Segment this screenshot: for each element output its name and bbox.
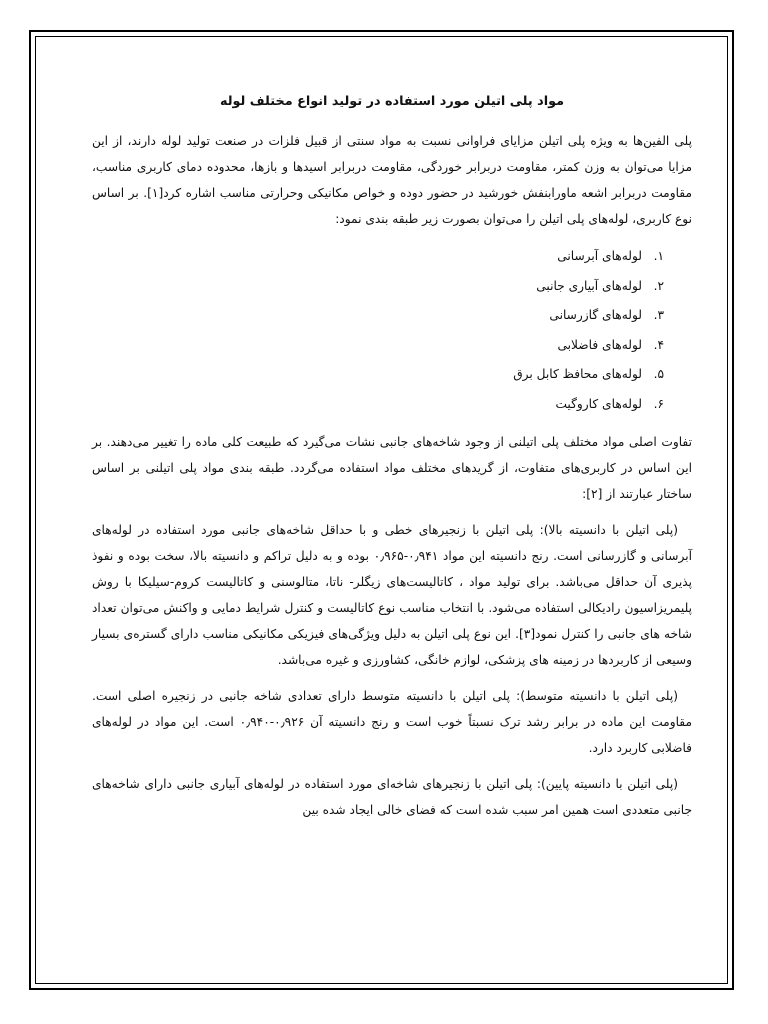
- list-item: [92, 272, 664, 302]
- list-number: ۱.: [653, 249, 664, 263]
- document-title: مواد پلی اتیلن مورد استفاده در تولید انواع مختلف لوله: [219, 94, 565, 109]
- list-item-text: لوله‌های گازرسانی: [549, 308, 642, 322]
- branching-paragraph: تفاوت اصلی مواد مختلف پلی اتیلنی از وجود شاخه‌های جانبی نشات می‌گیرد که طبیعت کلی ماده را تغییر می‌دهند. بر این اساس در کاربری‌های متفاوت، از گریدهای مختلف مواد استفاده می‌گردد. طبقه بندی مواد پلی اتیلنی بر اساس ساختار عبارتند از [۲]:: [92, 435, 692, 501]
- list-item-text: لوله‌های کاروگیت: [555, 396, 642, 411]
- list-item-text: لوله‌های آبیاری جانبی: [536, 278, 642, 293]
- list-number: ۵.: [653, 367, 664, 381]
- intro-paragraph: پلی الفین‌ها به ویژه پلی اتیلن مزایای فراوانی نسبت به مواد سنتی از قبیل فلزات در صنعت تولید لوله دارند، از این مزایا می‌توان به وزن کمتر، مقاومت دربرابر خوردگی، مقاومت دربرابر اسیدها و بازها، محدوده دمای کاربری مناسب، مقاومت دربرابر اشعه ماورابنفش خورشید در حضور دوده و خواص مکانیکی وحرارتی مناسب اشاره کرد[۱]. بر اساس نوع کاربری، لوله‌های پلی اتیلن را می‌توان بصورت زیر طبقه بندی نمود:: [92, 134, 692, 226]
- list-item-text: لوله‌های آبرسانی: [557, 249, 642, 263]
- mdpe-paragraph: (پلی اتیلن با دانسیته متوسط): پلی اتیلن با دانسیته متوسط دارای تعدادی شاخه جانبی در زنجیره اصلی است. مقاومت این ماده در برابر رشد ترک نسبتاً خوب است و رنج دانسیته آن ۰٫۹۲۶-۰٫۹۴۰ است. این مواد در لوله‌های فاضلابی کاربرد دارد.: [92, 689, 692, 755]
- list-item-text: لوله‌های فاضلابی: [557, 337, 642, 352]
- document-body: [92, 90, 692, 833]
- list-item-text: لوله‌های محافظ کابل برق: [513, 367, 642, 381]
- list-number: ۳.: [653, 308, 664, 322]
- list-item: [92, 360, 664, 390]
- list-item: [92, 331, 664, 361]
- list-item: [92, 301, 664, 331]
- list-number: ۲.: [653, 278, 664, 293]
- ldpe-paragraph: (پلی اتیلن با دانسیته پایین): پلی اتیلن با زنجیرهای شاخه‌ای مورد استفاده در لوله‌های آبیاری جانبی دارای شاخه‌های جانبی متعددی است همین امر سبب شده است که فضای خالی ایجاد شده بین: [92, 777, 692, 817]
- list-number: ۶.: [653, 396, 664, 411]
- hdpe-paragraph: (پلی اتیلن با دانسیته بالا): پلی اتیلن با زنجیرهای خطی و با حداقل شاخه‌های جانبی مورد استفاده در لوله‌های آبرسانی و گازرسانی است. رنج دانسیته این مواد ۰٫۹۴۱-۰٫۹۶۵ بوده و به دلیل تراکم و دانسیته بالا، سخت بوده و نفوذ پذیری آن حداقل می‌باشد. برای تولید مواد ، کاتالیست‌های زیگلر- ناتا، متالوسنی و کاتالیست کروم-سیلیکا با روش پلیمریزاسیون رادیکالی استفاده می‌شود. با انتخاب مناسب نوع کاتالیست و کنترل شرایط دمایی و واکنش می‌توان تعداد شاخه های جانبی را کنترل نمود[۳]. این نوع پلی اتیلن به دلیل ویژگی‌های فیزیکی مکانیکی مناسب دارای گستره‌ی بسیار وسیعی از کاربردها در زمینه های پزشکی، لوازم خانگی، کشاورزی و غیره می‌باشد.: [92, 523, 692, 667]
- pipe-types-list: [92, 242, 692, 419]
- list-number: ۴.: [653, 337, 664, 352]
- list-item: [92, 242, 664, 272]
- list-item: [92, 390, 664, 420]
